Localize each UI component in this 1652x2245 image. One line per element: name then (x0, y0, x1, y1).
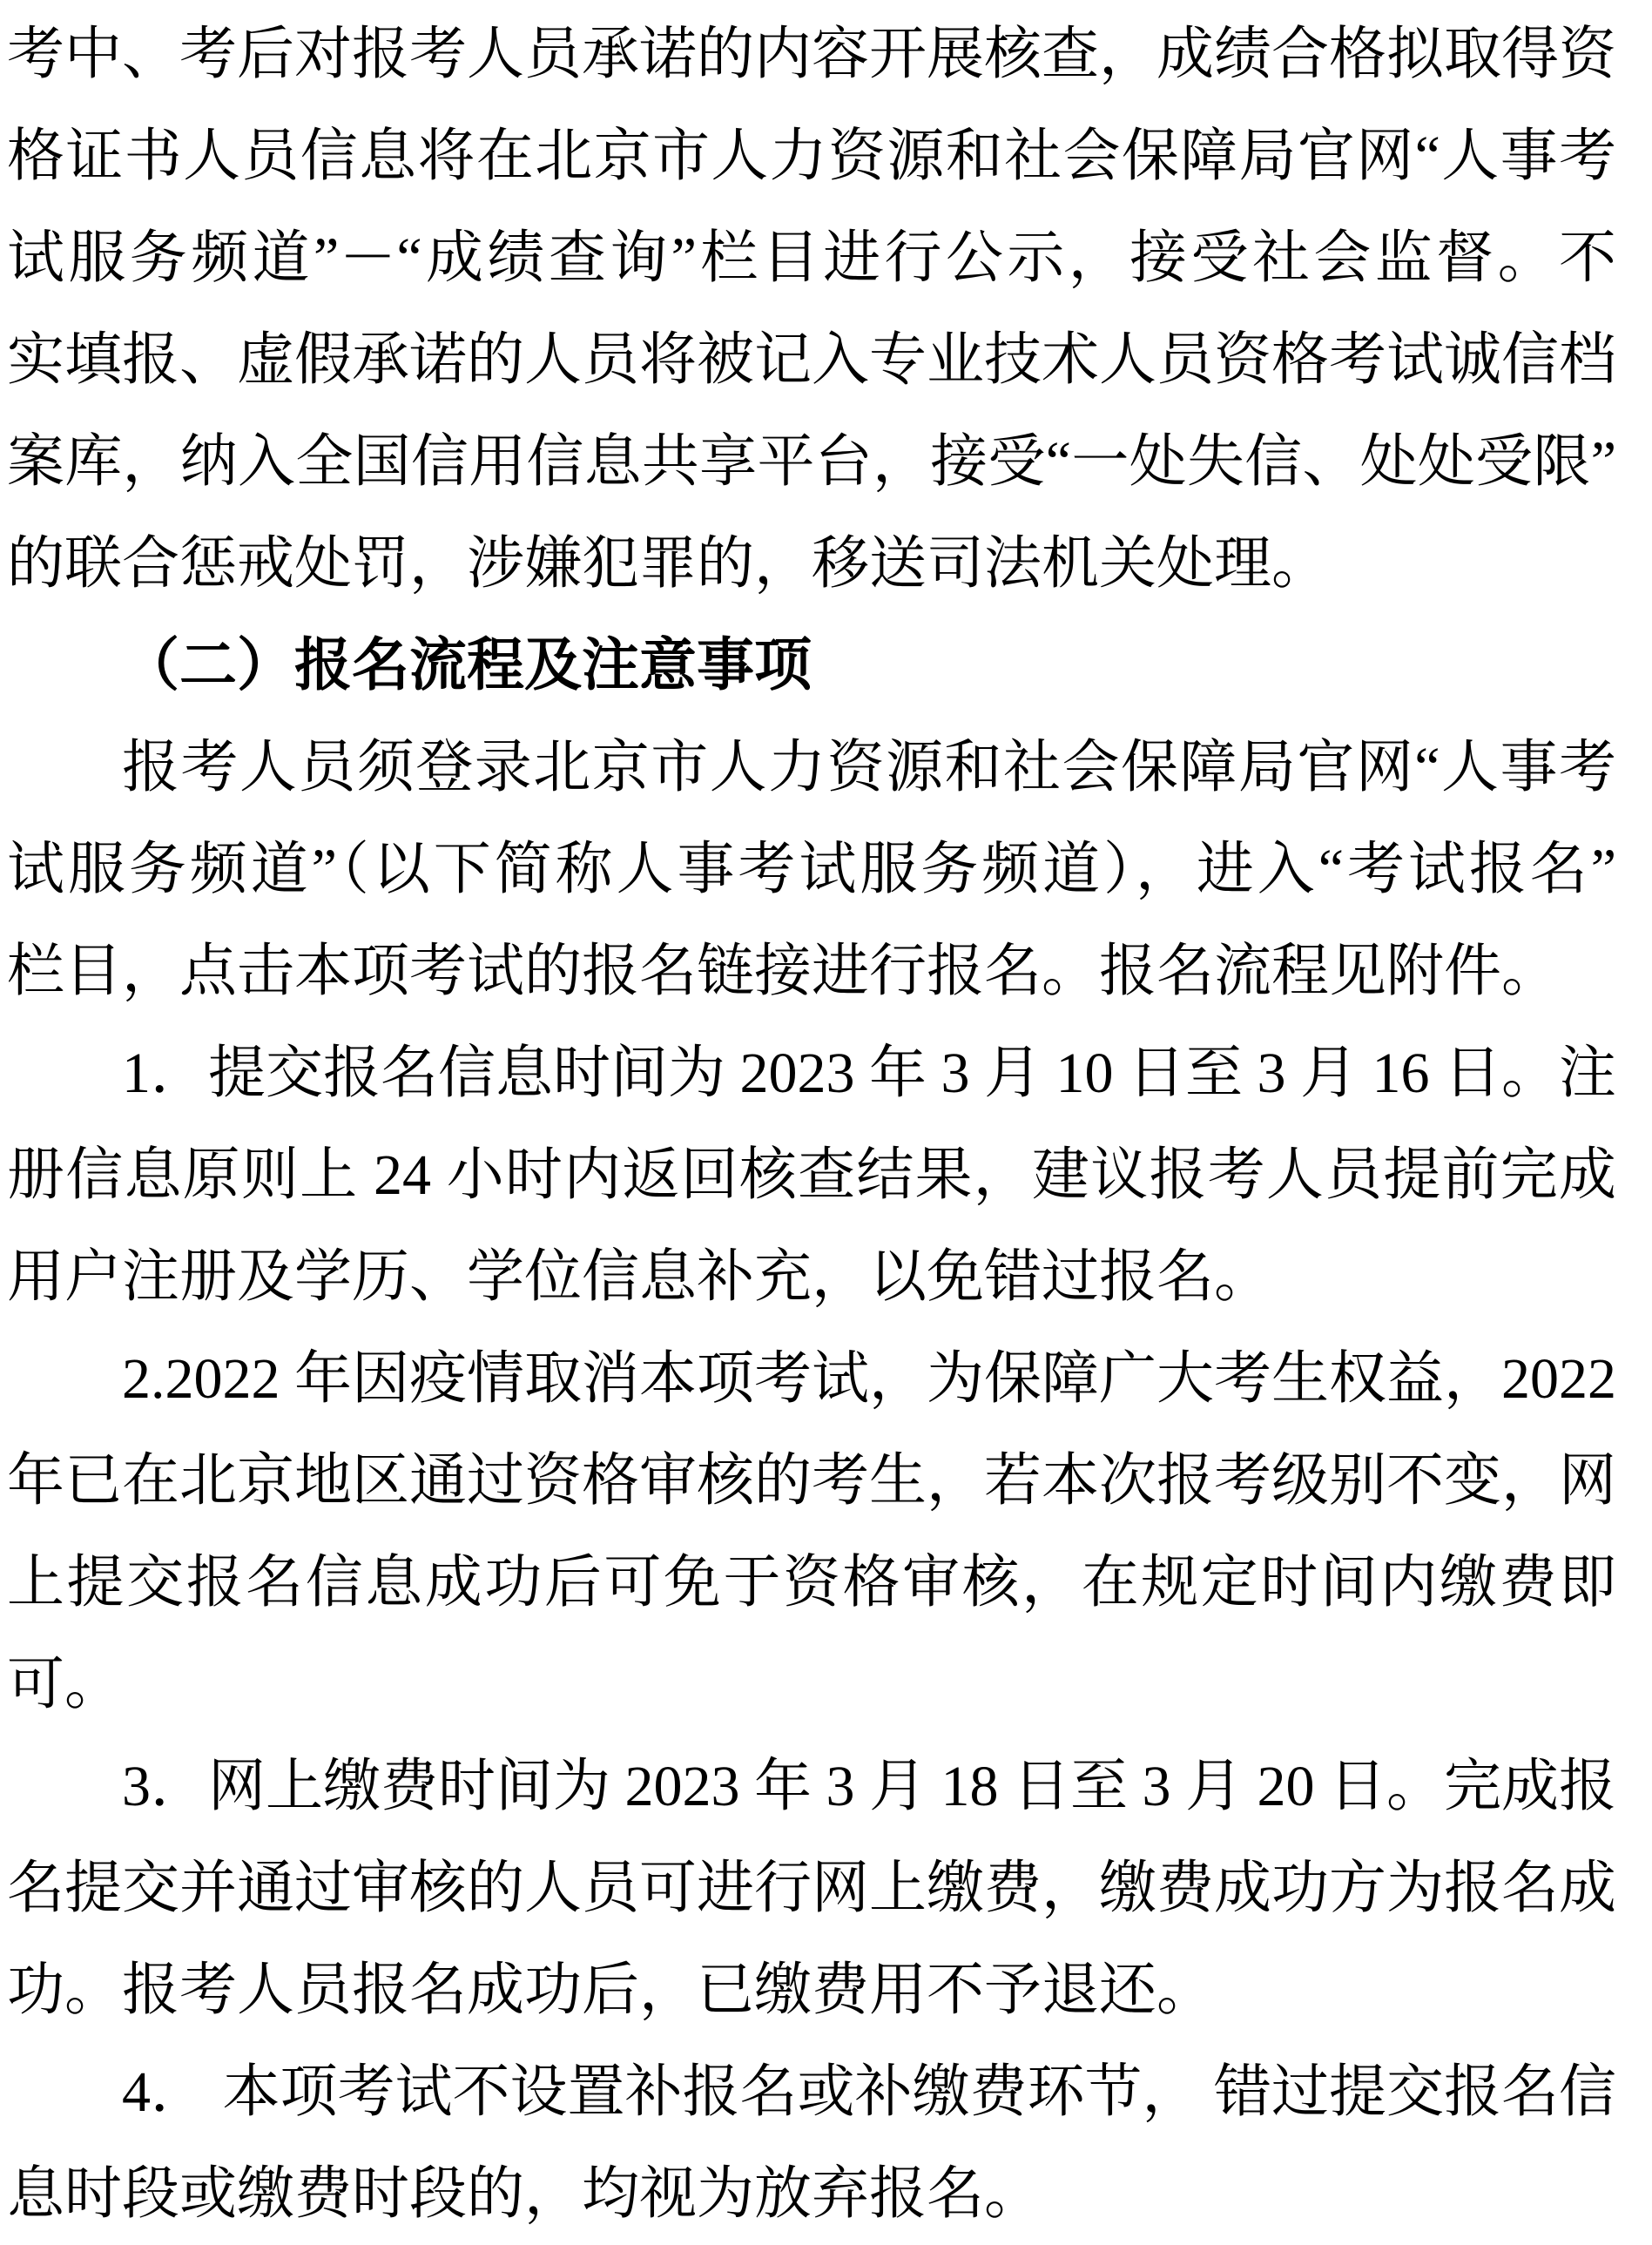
text-line: 4． 本项考试不设置补报名或补缴费环节， 错过提交报名信 (122, 2060, 1616, 2124)
paragraph (7, 2041, 1616, 2245)
text-line: 名提交并通过审核的人员可进行网上缴费，缴费成功方为报名成 (7, 1857, 1616, 1920)
text-line: 报考人员须登录北京市人力资源和社会保障局官网“人事考 (122, 736, 1616, 799)
text-line: 栏目，点击本项考试的报名链接进行报名。报名流程见附件。 (7, 940, 1559, 1003)
text-line: 功。报考人员报名成功后，已缴费用不予退还。 (7, 1958, 1214, 2022)
paragraph (7, 3, 1616, 615)
text-line: 上提交报名信息成功后可免于资格审核，在规定时间内缴费即 (7, 1551, 1616, 1615)
paragraph (7, 1328, 1616, 1736)
text-line: 册信息原则上 24 小时内返回核查结果，建议报考人员提前完成 (7, 1143, 1616, 1207)
section-heading: （二）报名流程及注意事项 (122, 634, 812, 698)
text-line: 格证书人员信息将在北京市人力资源和社会保障局官网“人事考 (7, 125, 1616, 188)
text-line: 实填报、虚假承诺的人员将被记入专业技术人员资格考试诚信档 (7, 328, 1616, 392)
paragraph (7, 1022, 1616, 1328)
paragraph (7, 717, 1616, 1022)
text-line: 考中、考后对报考人员承诺的内容开展核查，成绩合格拟取得资 (7, 23, 1616, 86)
text-line: 年已在北京地区通过资格审核的考生，若本次报考级别不变，网 (7, 1449, 1616, 1513)
text-line: 的联合惩戒处罚，涉嫌犯罪的，移送司法机关处理。 (7, 532, 1329, 596)
text-line: 息时段或缴费时段的，均视为放弃报名。 (7, 2162, 1042, 2226)
text-line: 案库，纳入全国信用信息共享平台，接受“一处失信、处处受限” (7, 430, 1616, 494)
text-line: 2.2022 年因疫情取消本项考试，为保障广大考生权益，2022 (122, 1347, 1616, 1411)
text-line: 用户注册及学历、学位信息补充，以免错过报名。 (7, 1245, 1271, 1309)
text-line: 3．网上缴费时间为 2023 年 3 月 18 日至 3 月 20 日。完成报 (122, 1755, 1616, 1818)
text-line: 1．提交报名信息时间为 2023 年 3 月 10 日至 3 月 16 日。注 (122, 1042, 1616, 1105)
text-line: 试服务频道”（以下简称人事考试服务频道），进入“考试报名” (7, 838, 1616, 901)
paragraph (7, 615, 1616, 717)
text-line: 试服务频道”－“成绩查询”栏目进行公示，接受社会监督。不 (7, 226, 1616, 290)
text-line: 可。 (7, 1653, 122, 1716)
paragraph (7, 1736, 1616, 2041)
